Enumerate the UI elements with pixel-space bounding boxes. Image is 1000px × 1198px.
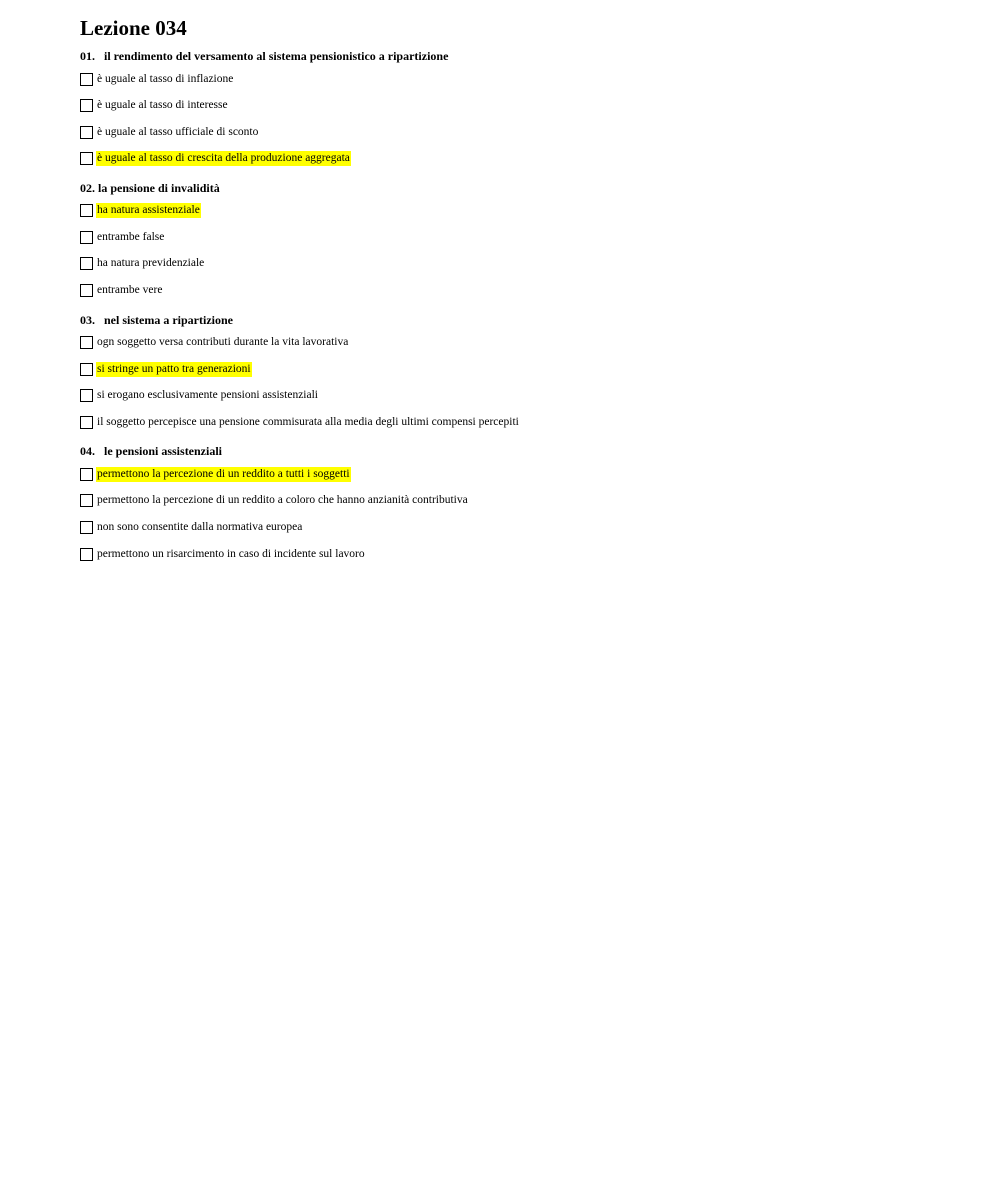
answer-checkbox[interactable]: [80, 73, 93, 86]
answer-text: si stringe un patto tra generazioni: [97, 362, 251, 375]
answer-option: [80, 466, 980, 482]
answer-checkbox[interactable]: [80, 548, 93, 561]
answer-option: [80, 256, 980, 272]
answer-text: entrambe vere: [97, 284, 163, 297]
answer-checkbox[interactable]: [80, 204, 93, 217]
answer-text: permettono la percezione di un reddito a tutti i soggetti: [97, 467, 350, 480]
answer-checkbox[interactable]: [80, 363, 93, 376]
answer-checkbox[interactable]: [80, 231, 93, 244]
answer-text: ha natura assistenziale: [97, 204, 200, 217]
answer-text: è uguale al tasso ufficiale di sconto: [97, 125, 259, 138]
answer-option: [80, 229, 980, 245]
answer-text: entrambe false: [97, 230, 165, 243]
answer-checkbox[interactable]: [80, 336, 93, 349]
answer-text: permettono un risarcimento in caso di incidente sul lavoro: [97, 547, 365, 560]
answer-option: [80, 283, 980, 299]
answer-option: [80, 493, 980, 509]
answer-option: [80, 151, 980, 167]
answer-text: il soggetto percepisce una pensione commisurata alla media degli ultimi compensi percepiti: [97, 415, 519, 428]
answer-option: [80, 71, 980, 87]
answer-option: [80, 388, 980, 404]
answer-checkbox[interactable]: [80, 468, 93, 481]
answer-list: [80, 335, 980, 431]
question-heading: 04. le pensioni assistenziali: [80, 444, 223, 459]
answer-option: [80, 98, 980, 114]
answer-checkbox[interactable]: [80, 416, 93, 429]
answer-text: si erogano esclusivamente pensioni assistenziali: [97, 389, 318, 402]
question-heading: 01. il rendimento del versamento al sistema pensionistico a ripartizione: [80, 49, 449, 63]
answer-text: è uguale al tasso di interesse: [97, 99, 228, 112]
question-heading: 03. nel sistema a ripartizione: [80, 312, 233, 327]
answer-checkbox[interactable]: [80, 126, 93, 139]
answer-text: ha natura previdenziale: [97, 257, 205, 270]
answer-option: [80, 546, 980, 562]
answer-checkbox[interactable]: [80, 521, 93, 534]
answer-option: [80, 414, 980, 430]
question-2: [80, 180, 980, 299]
answer-checkbox[interactable]: [80, 389, 93, 402]
page-title: Lezione 034: [80, 16, 187, 40]
answer-checkbox[interactable]: [80, 152, 93, 165]
answer-checkbox[interactable]: [80, 494, 93, 507]
answer-text: ogn soggetto versa contributi durante la vita lavorativa: [97, 336, 349, 349]
answer-checkbox[interactable]: [80, 284, 93, 297]
answer-option: [80, 520, 980, 536]
answer-checkbox[interactable]: [80, 99, 93, 112]
answer-text: permettono la percezione di un reddito a coloro che hanno anzianità contributiva: [97, 494, 468, 507]
answer-text: non sono consentite dalla normativa europea: [97, 521, 303, 534]
answer-option: [80, 361, 980, 377]
question-heading: 02. la pensione di invalidità: [80, 180, 220, 195]
answer-text: è uguale al tasso di crescita della produzione aggregata: [97, 152, 350, 165]
question-1: [80, 48, 980, 167]
answer-list: [80, 466, 980, 562]
answer-text: è uguale al tasso di inflazione: [97, 72, 234, 85]
quiz-page: [80, 14, 980, 562]
answer-list: [80, 203, 980, 299]
answer-list: [80, 71, 980, 167]
answer-option: [80, 335, 980, 351]
answer-option: [80, 124, 980, 140]
question-3: [80, 312, 980, 431]
answer-checkbox[interactable]: [80, 257, 93, 270]
question-4: [80, 443, 980, 562]
answer-option: [80, 203, 980, 219]
